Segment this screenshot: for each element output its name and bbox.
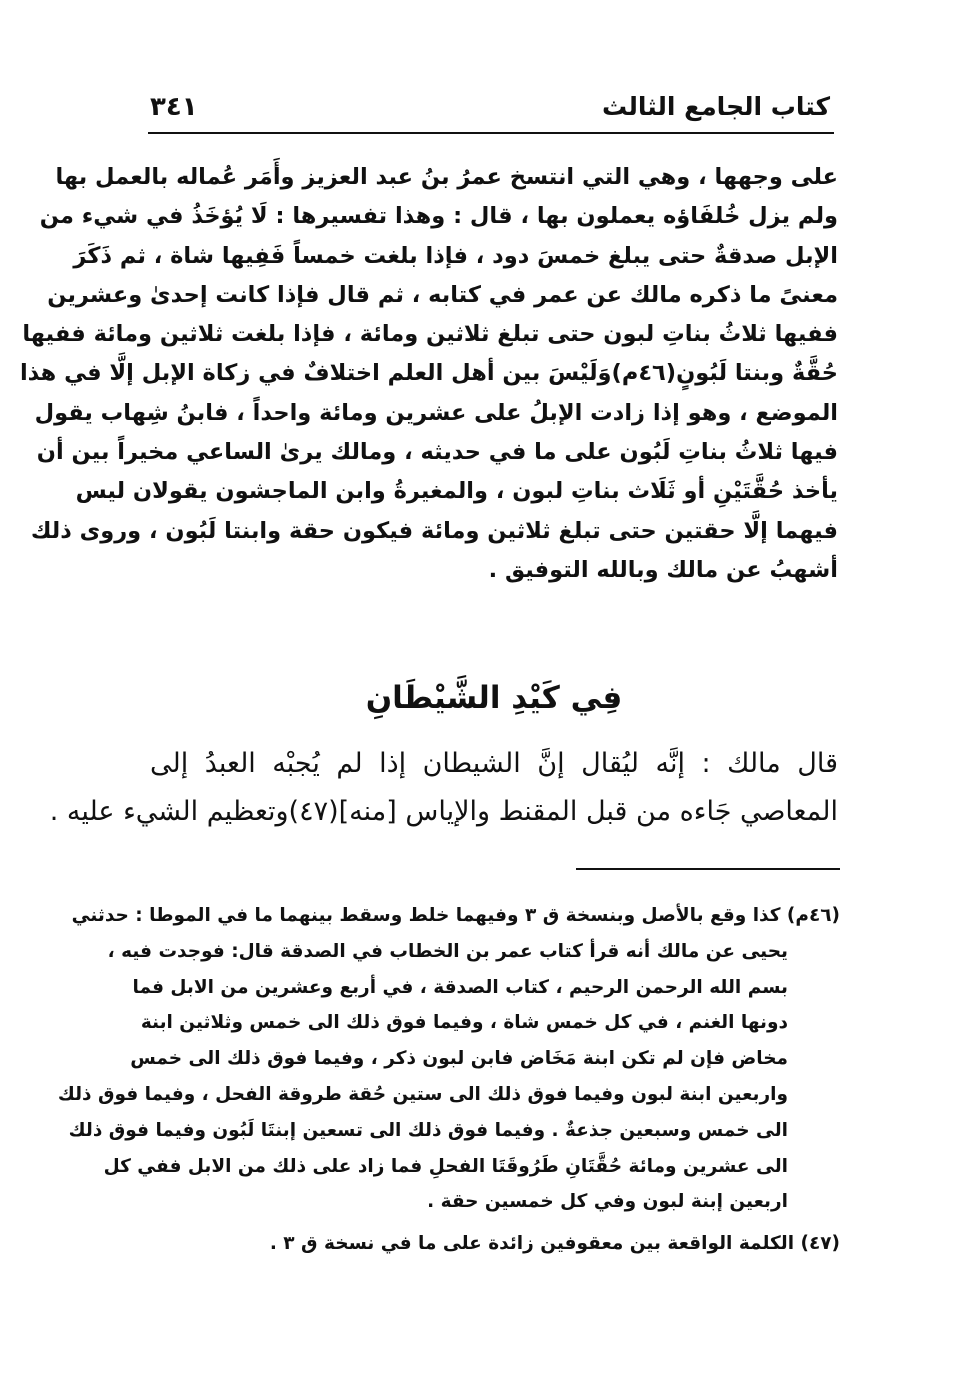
- section-heading: فِي كَيْدِ الشَّيْطَانِ: [365, 680, 623, 716]
- header-rule: [148, 132, 834, 134]
- page-number: ٣٤١: [150, 92, 198, 122]
- text-line: معنىً ما ذكره مالك عن عمر في كتابه ، ثم قال فإذا كانت إحدىٰ وعشرين: [47, 281, 838, 308]
- footnote-46-line: (٤٦م) كذا وقع بالأصل وبنسخة ق ٣ وفيهما خلط وسقط بينهما ما في الموطا : حدثني: [71, 905, 840, 926]
- text-line: على وجهها ، وهي التي انتسخ عمرُ بنُ عبد العزيز وأَمَر عُماله بالعمل بها: [55, 164, 838, 190]
- text-line: ففيها ثلاثُ بناتِ لبون حتى تبلغ ثلاثين ومائة ، فإذا بلغت ثلاثين ومائة ففيها: [22, 321, 838, 348]
- footnote-46-line: مخاض فإن لم تكن ابنة مَخَاض فابن لبون ذكر ، وفيما فوق ذلك الى خمس: [130, 1048, 788, 1070]
- text-line: يأخذ حُقَّتَيْنِ أو ثَلَاث بناتِ لبون ، والمغيرةُ وابن الماجشون يقولان ليس: [75, 478, 838, 505]
- footnote-46-line: الى عشرين ومائة حُقَّتَانِ طَرُوقَتَا الفحلِ فما زاد على ذلك من الابل ففي كل: [103, 1155, 788, 1177]
- section-text-line: قال مالك : إنَّه ليُقال إنَّ الشيطان إذا لم يُجبْه العبدُ إلى: [150, 748, 838, 779]
- footnote-46-line: الى خمس وسبعين جذعةٌ . وفيما فوق ذلك الى تسعين إبنتَا لَبُون وفيما فوق ذلك: [68, 1119, 788, 1141]
- text-line: فيها ثلاثُ بناتِ لَبُون على ما في حديثه ، ومالك يرىٰ الساعي مخيراً بين أن: [36, 439, 838, 466]
- section-text: [49, 740, 838, 836]
- footnote-rule: [576, 868, 840, 870]
- text-line: ولم يزل خُلفَاؤه يعملون بها ، قال : وهذا تفسيرها : لَا يُؤخَذُ في شيء من: [39, 203, 838, 230]
- section-text-line: المعاصي جَاءه من قبل المقنط والإياس [منه](٤٧)وتعظيم الشيء عليه .: [49, 796, 838, 827]
- running-title: كتاب الجامع الثالث: [602, 92, 830, 121]
- footnote-46-line: اربعين إبنة لبون وفي كل خمسين حقة .: [427, 1191, 788, 1213]
- main-text: [19, 158, 838, 590]
- footnote-46-line: واربعين ابنة لبون وفيما فوق ذلك الى ستين حُقة طروقة الفحل ، وفيما فوق ذلك: [57, 1083, 788, 1105]
- text-line: حُقَّةٌ وبنتا لَبُونٍ(٤٦م)وَلَيْسَ بين أهل العلم اختلافٌ في زكاة الإبل إلَّا في هذا: [19, 360, 838, 387]
- text-line: أشهبُ عن مالك وبالله التوفيق .: [488, 556, 838, 583]
- footnote-46-line: دونها الغنم ، في كل خمس شاة ، وفيما فوق ذلك الى خمس وثلاثين ابنة: [140, 1012, 788, 1034]
- footnote-46-line: يحيى عن مالك أنه قرأ كتاب عمر بن الخطاب في الصدقة قال: فوجدت فيه ،: [107, 940, 788, 962]
- text-line: الإبل صدقةٌ حتى يبلغ خمسَ دود ، فإذا بلغت خمساً فَفِيها شاة ، ثم ذَكَرَ: [73, 242, 838, 269]
- text-line: فيهما إلَّا حقتين حتى تبلغ ثلاثين ومائة فيكون حقة وابنتا لَبُون ، وروى ذلك: [30, 517, 838, 544]
- text-line: الموضع ، وهو إذا زادت الإبلُ على عشرين ومائة واحداً ، فابنُ شِهاب يقول: [34, 399, 838, 426]
- page-header: [150, 88, 830, 128]
- footnotes: [57, 898, 840, 1262]
- footnote-47: (٤٧) الكلمة الواقعة بين معقوفين زائدة على ما في نسخة ق ٣ .: [269, 1233, 840, 1255]
- footnote-46-line: بسم الله الرحمن الرحيم ، كتاب الصدقة ، في أربع وعشرين من الابل فما: [132, 976, 788, 998]
